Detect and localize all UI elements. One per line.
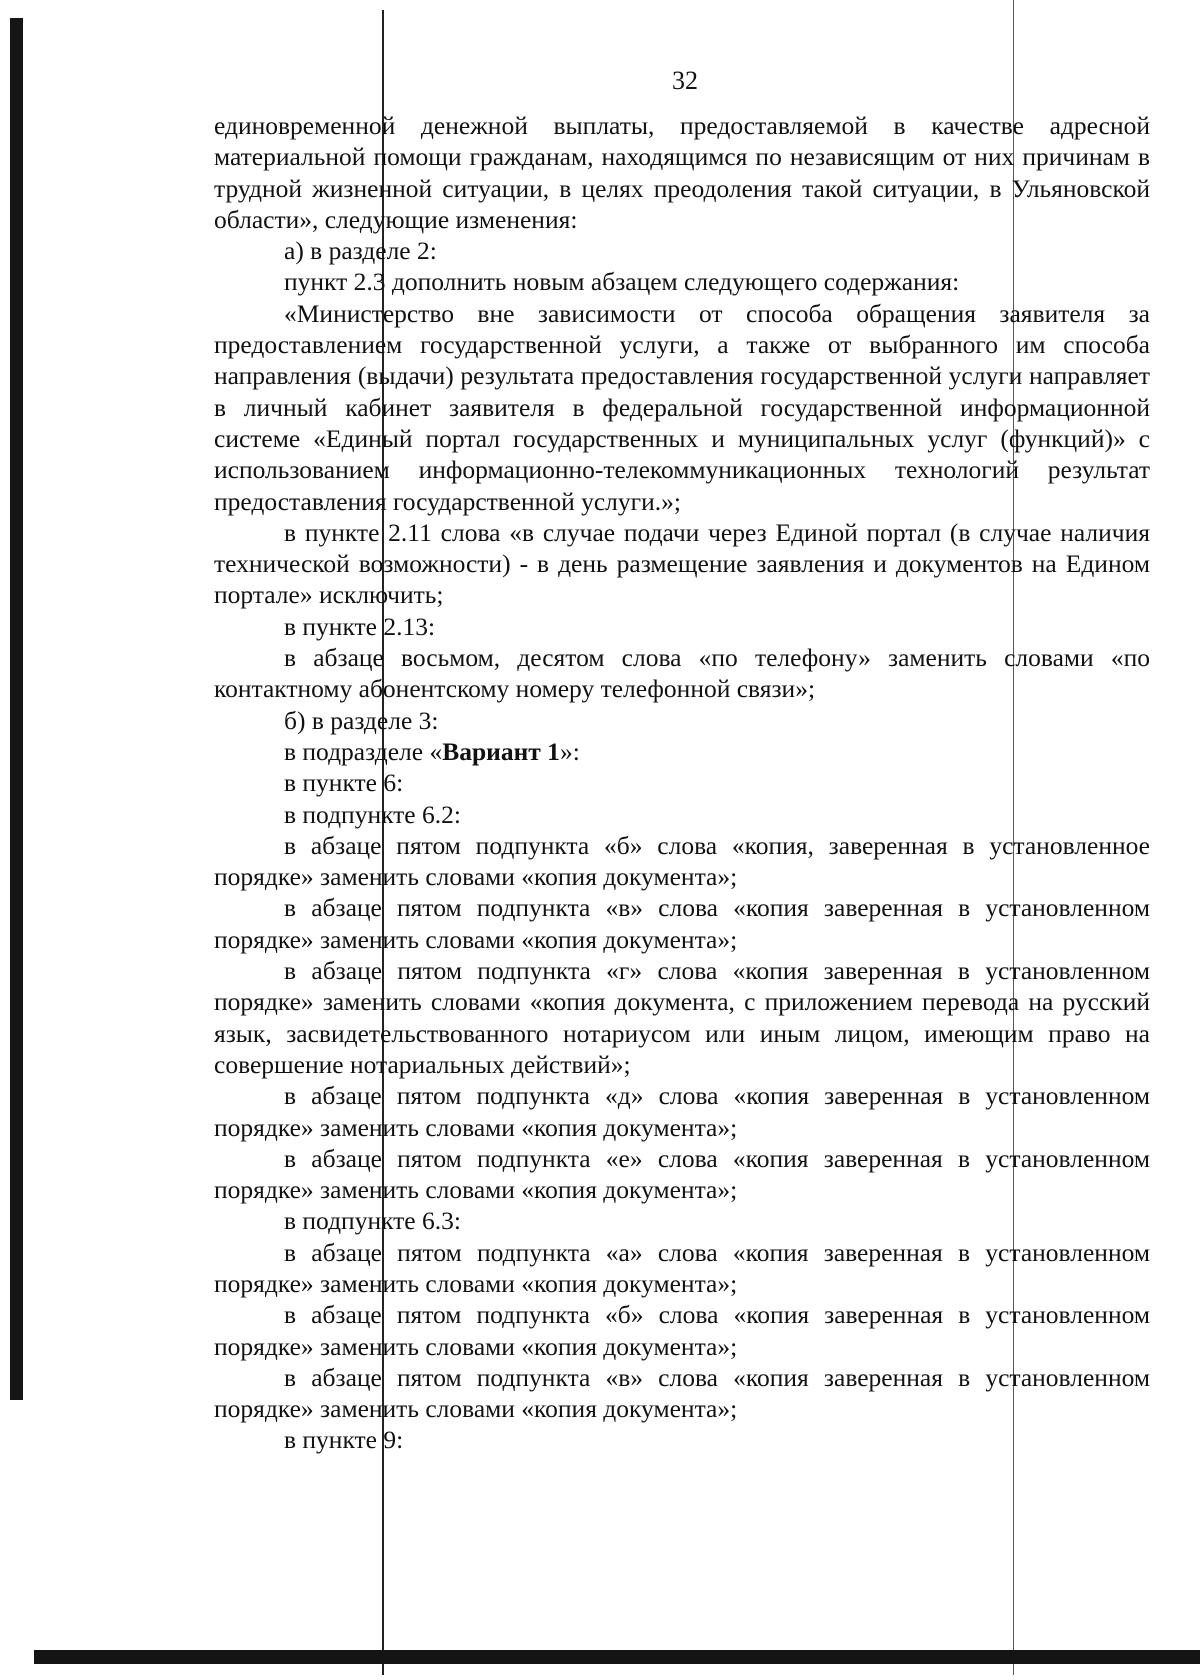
paragraph: а) в разделе 2: [284, 236, 437, 266]
paragraph: в абзаце пятом подпункта «г» слова «копия заверенная в установленном порядке» заменить словами «копия документа, с приложением перевода на русский язык, засвидетельствованного нотариусом или иным лицом, имеющим право на совершение нотариальных действий»; [214, 956, 1150, 1079]
page-number: 32 [672, 66, 698, 95]
paragraph: в подпункте 6.3: [284, 1206, 461, 1236]
paragraph: в абзаце пятом подпункта «а» слова «копия заверенная в установленном порядке» заменить словами «копия документа»; [214, 1237, 1150, 1298]
paragraph: в абзаце восьмом, десятом слова «по телефону» заменить словами «по контактному абонентскому номеру телефонной связи»; [214, 643, 1150, 704]
paragraph: в пункте 2.11 слова «в случае подачи через Единой портал (в случае наличия технической возможности) - в день размещение заявления и документов на Едином портале» исключить; [214, 517, 1150, 610]
paragraph: в абзаце пятом подпункта «б» слова «копия, заверенная в установленное порядке» заменить словами «копия документа»; [214, 830, 1150, 892]
paragraph: в абзаце пятом подпункта «д» слова «копия заверенная в установленном порядке» заменить словами «копия документа»; [214, 1081, 1150, 1142]
scan-edge-left [10, 18, 23, 1400]
paragraph: «Министерство вне зависимости от способа обращения заявителя за предоставлением государственной услуги, а также от выбранного им способа направления (выдачи) результата предоставления государственной услуги направляет в личный кабинет заявителя в федеральной государственной информационной системе «Единый портал государственных и муниципальных услуг (функций)» с использованием информационно-телекоммуникационных технологий результат предоставления государственной услуги.»; [214, 298, 1150, 516]
variant-title: Вариант 1 [442, 736, 560, 766]
document-body [214, 110, 1150, 1456]
paragraph: в абзаце пятом подпункта «в» слова «копия заверенная в установленном порядке» заменить словами «копия документа»; [214, 1362, 1150, 1424]
paragraph [214, 736, 1150, 767]
paragraph: в абзаце пятом подпункта «в» слова «копия заверенная в установленном порядке» заменить словами «копия документа»; [214, 893, 1150, 954]
paragraph: в пункте 6: [284, 768, 404, 798]
paragraph: пункт 2.3 дополнить новым абзацем следующего содержания: [284, 267, 960, 297]
paragraph: б) в разделе 3: [284, 705, 439, 735]
paragraph: в пункте 9: [284, 1425, 404, 1455]
paragraph: в подпункте 6.2: [284, 799, 461, 829]
text-span: в подразделе « [284, 736, 443, 766]
text-span: »: [559, 736, 580, 766]
paragraph: в абзаце пятом подпункта «б» слова «копия заверенная в установленном порядке» заменить словами «копия документа»; [214, 1300, 1150, 1361]
scan-edge-bottom [34, 1650, 1200, 1664]
paragraph: единовременной денежной выплаты, предоставляемой в качестве адресной материальной помощи гражданам, находящимся по независящим от них причинам в трудной жизненной ситуации, в целях преодоления такой ситуации, в Ульяновской области», следующие изменения: [214, 111, 1150, 234]
paragraph: в пункте 2.13: [284, 611, 436, 641]
paragraph: в абзаце пятом подпункта «е» слова «копия заверенная в установленном порядке» заменить словами «копия документа»; [214, 1143, 1150, 1205]
